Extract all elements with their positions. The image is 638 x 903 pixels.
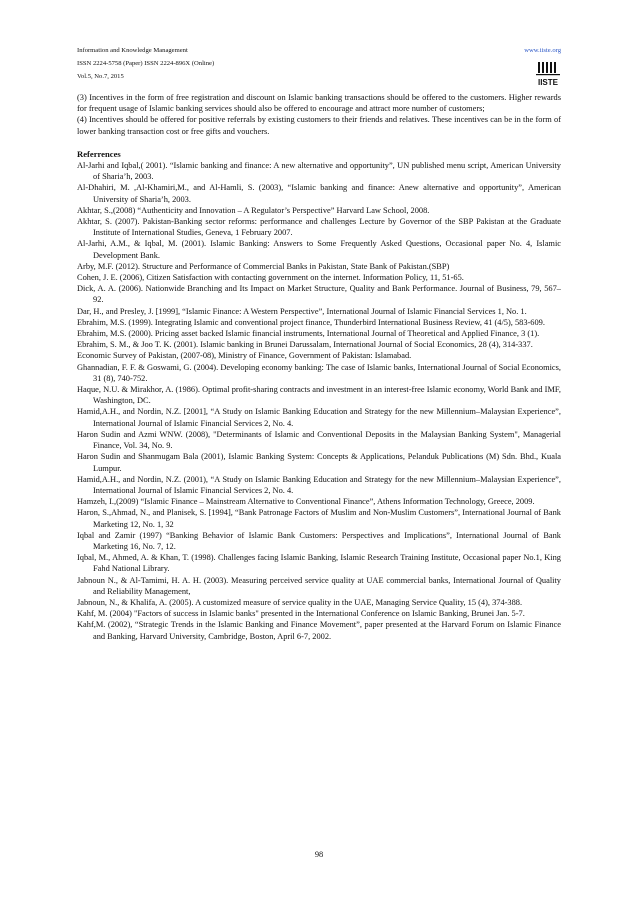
page-header (77, 44, 561, 87)
page-number: 98 (314, 850, 324, 859)
reference-item: Dar, H., and Presley, J. [1999], “Islamic Finance: A Western Perspective”, International Journal of Islamic Financial Services 1, No. 1. (77, 306, 527, 316)
reference-item: Haron Sudin and Shanmugam Bala (2001), Islamic Banking System: Concepts & Applications, Pelanduk Publications (M) Sdn. Bhd., Kuala Lumpur. (77, 452, 561, 473)
references-list (77, 160, 561, 642)
reference-item: Kahf,M. (2002), “Strategic Trends in the Islamic Banking and Finance Movement”, paper presented at the Harvard Forum on Islamic Finance and Banking, Harvard University, Cambridge, Boston, April 6-7, 2002. (77, 620, 561, 641)
reference-item: Dick, A. A. (2006). Nationwide Branching and Its Impact on Market Structure, Quality and Bank Performance. Journal of Business, 79, 567–92. (77, 284, 561, 305)
reference-item: Iqbal, M., Ahmed, A. & Khan, T. (1998). Challenges facing Islamic Banking, Islamic Research Training Institute, Occasional paper No.1, King Fahd National Library. (77, 553, 561, 574)
paragraph: (3) Incentives in the form of free registration and discount on Islamic banking transactions should be offered to the customers. Higher rewards for frequent usage of Islamic banking services should also be offered to encourage and attract more number of customers; (77, 93, 561, 114)
reference-item: Kahf, M. (2004) "Factors of success in Islamic banks" presented in the International Conference on Islamic Banking, Brunei Jan. 5-7. (77, 609, 525, 619)
journal-url[interactable]: www.iiste.org (524, 47, 561, 54)
reference-item: Akhtar, S.,(2008) “Authenticity and Innovation – A Regulator’s Perspective” Harvard Law School, 2008. (77, 205, 430, 215)
iiste-logo-icon (535, 61, 561, 89)
reference-item: Jabnoun N., & Al-Tamimi, H. A. H. (2003). Measuring perceived service quality at UAE commercial banks, International Journal of Quality and Reliability Management, (77, 575, 561, 596)
paragraph: (4) Incentives should be offered for positive referrals by existing customers to their friends and relatives. These incentives can be in the form of lower banking transaction cost or free gifts and vouchers. (77, 115, 561, 136)
reference-item: Al-Dhahiri, M. ,Al-Khamiri,M., and Al-Hamli, S. (2003), “Islamic banking and finance: Anew alternative and opportunity”, American University of Sharia’h, 2003. (77, 183, 561, 204)
reference-item: Jabnoun, N., & Khalifa, A. (2005). A customized measure of service quality in the UAE, Managing Service Quality, 15 (4), 374-388. (77, 597, 523, 607)
reference-item: Hamid,A.H., and Nordin, N.Z. [2001], “A Study on Islamic Banking Education and Strategy for the new Millennium–Malaysian Experience”, International Journal of Islamic Financial Services 2, No. 4. (77, 407, 561, 428)
reference-item: Economic Survey of Pakistan, (2007-08), Ministry of Finance, Government of Pakistan: Islamabad. (77, 351, 412, 361)
references-heading: Referrences (77, 148, 121, 159)
reference-item: Haque, N.U. & Mirakhor, A. (1986). Optimal profit-sharing contracts and investment in an interest-free Islamic economy, World Bank and IMF, Washington, DC. (77, 385, 561, 406)
reference-item: Cohen, J. E. (2006), Citizen Satisfaction with contacting government on the internet. Information Policy, 11, 51-65. (77, 273, 464, 283)
reference-item: Akhtar, S. (2007). Pakistan-Banking sector reforms: performance and challenges Lecture by Governor of the SBP Pakistan at the Graduate Institute of International Studies, Geneva, 1 February 2007. (77, 217, 561, 238)
logo-text: IISTE (537, 78, 559, 87)
reference-item: Arby, M.F. (2012). Structure and Performance of Commercial Banks in Pakistan, State Bank of Pakistan.(SBP) (77, 261, 450, 271)
reference-item: Ghannadian, F. F. & Goswami, G. (2004). Developing economy banking: The case of Islamic banks, International Journal of Social Economics, 31 (8), 740-752. (77, 362, 561, 383)
reference-item: Ebrahim, M.S. (1999). Integrating Islamic and conventional project finance, Thunderbird International Business Review, 41 (4/5), 583-609. (77, 317, 545, 327)
reference-item: Ebrahim, S. M., & Joo T. K. (2001). Islamic banking in Brunei Darussalam, International Journal of Social Economics, 28 (4), 314-337. (77, 340, 533, 350)
reference-item: Ebrahim, M.S. (2000). Pricing asset backed Islamic financial instruments, International Journal of Theoretical and Applied Finance, 3 (1). (77, 329, 540, 339)
reference-item: Al-Jarhi and Iqbal,( 2001). “Islamic banking and finance: A new alternative and opportunity”, UN published menu script, American University of Sharia’h, 2003. (77, 161, 561, 182)
reference-item: Al-Jarhi, A.M., & Iqbal, M. (2001). Islamic Banking: Answers to Some Frequently Asked Questions, Occasional paper No. 4, Islamic Development Bank. (77, 239, 561, 260)
reference-item: Iqbal and Zamir (1997) “Banking Behavior of Islamic Bank Customers: Perspectives and Implications”, International Journal of Bank Marketing 16, No. 7, 12. (77, 530, 561, 551)
reference-item: Hamid,A.H., and Nordin, N.Z. (2001), “A Study on Islamic Banking Education and Strategy for the new Millennium–Malaysian Experience”, International Journal of Islamic Financial Services 2, No. 4. (77, 474, 561, 495)
page-content (77, 92, 561, 642)
volume-info: Vol.5, No.7, 2015 (77, 73, 124, 80)
issn: ISSN 2224-5758 (Paper) ISSN 2224-896X (Online) (77, 60, 215, 67)
journal-name: Information and Knowledge Management (77, 47, 188, 54)
reference-item: Haron Sudin and Azmi WNW. (2008), "Determinants of Islamic and Conventional Deposits in the Malaysian Banking System", Managerial Finance, Vol. 34, No. 9. (77, 429, 561, 451)
reference-item: Haron, S.,Ahmad, N., and Planisek, S. [1994], “Bank Patronage Factors of Muslim and Non-Muslim Customers”, International Journal of Bank Marketing 12, No. 1, 32 (77, 508, 561, 529)
reference-item: Hamzeh, I.,(2009) “Islamic Finance – Mainstream Alternative to Conventional Finance”, Athens Information Technology, Greece, 2009. (77, 497, 535, 507)
